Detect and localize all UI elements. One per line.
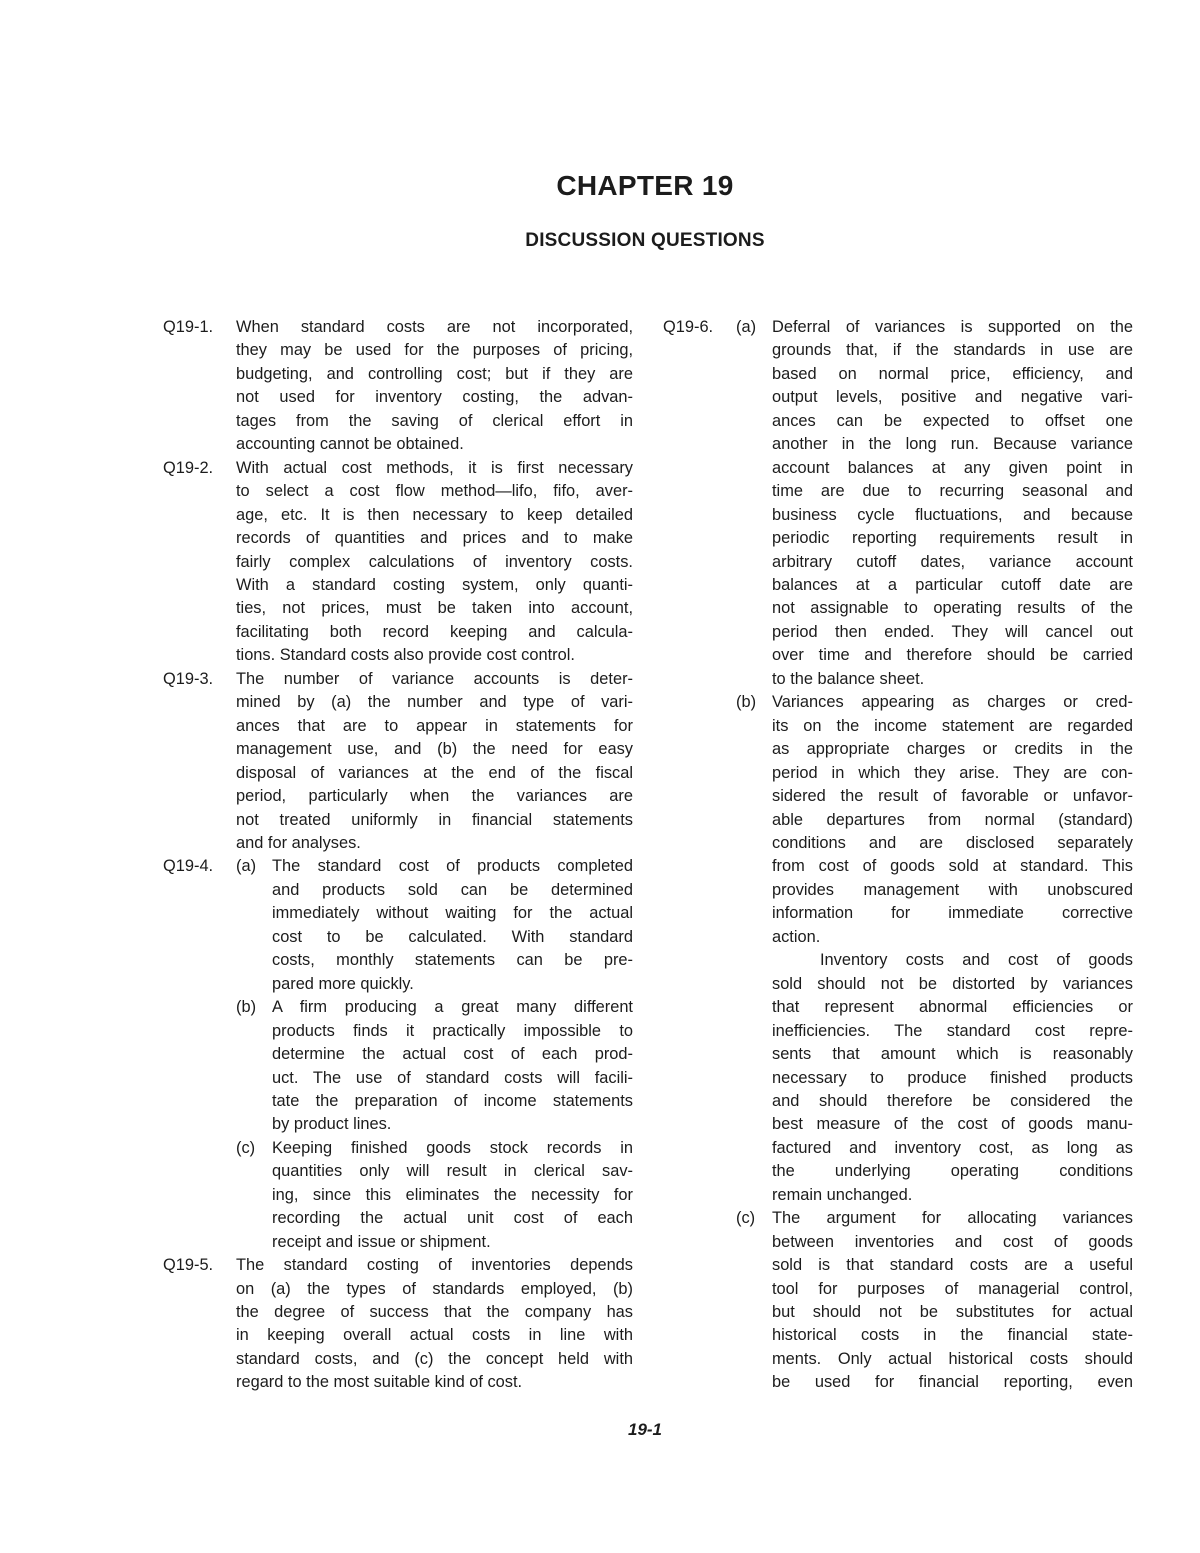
text-line: arbitrary cutoff dates, variance account: [772, 552, 1133, 571]
text-line: age, etc. It is then necessary to keep detailed: [236, 505, 633, 524]
text-line: tions. Standard costs also provide cost control.: [236, 646, 575, 665]
text-line: not assignable to operating results of the: [772, 599, 1133, 618]
text-line: grounds that, if the standards in use are: [772, 341, 1133, 360]
question-label: Q19-3.: [163, 669, 214, 688]
question-q19-3: [163, 668, 633, 856]
text-line: provides management with unobscured: [772, 880, 1133, 899]
subanswer-b: [236, 996, 633, 1137]
text-line: output levels, positive and negative vari-: [772, 388, 1133, 407]
text-line: With a standard costing system, only quanti-: [236, 575, 633, 594]
text-line: the degree of success that the company has: [236, 1303, 633, 1322]
text-line: information for immediate corrective: [772, 904, 1133, 923]
subanswer-label: (a): [736, 318, 757, 336]
text-line: not treated uniformly in financial statements: [236, 810, 633, 829]
text-line: fairly complex calculations of inventory costs.: [236, 552, 633, 571]
text-line: conditions and are disclosed separately: [772, 833, 1133, 852]
section-title: DISCUSSION QUESTIONS: [525, 230, 765, 251]
text-line: costs, monthly statements can be pre-: [272, 951, 633, 970]
question-label: Q19-5.: [163, 1256, 214, 1275]
question-label: Q19-2.: [163, 458, 214, 477]
question-q19-6: [663, 316, 1133, 1395]
subanswer-c: [736, 1207, 1133, 1395]
text-line: cost to be calculated. With standard: [272, 927, 633, 946]
left-column: [163, 316, 633, 1395]
text-line: A firm producing a great many different: [272, 998, 633, 1017]
text-line: not used for inventory costing, the advan-: [236, 388, 633, 407]
question-q19-4: [163, 855, 633, 1254]
text-line: to the balance sheet.: [772, 669, 925, 688]
text-line: The argument for allocating variances: [772, 1209, 1133, 1228]
text-line: sidered the result of favorable or unfavor-: [772, 787, 1133, 806]
text-line: in keeping overall actual costs in line with: [236, 1326, 633, 1345]
text-line: periodic reporting requirements result in: [772, 529, 1133, 548]
text-line: ing, since this eliminates the necessity for: [272, 1185, 633, 1204]
text-line: ances that are to appear in statements for: [236, 716, 633, 735]
text-line: on (a) the types of standards employed, (b): [236, 1279, 633, 1298]
subanswer-a: [236, 855, 633, 996]
text-line: mined by (a) the number and type of vari-: [236, 693, 633, 712]
subanswer-a: [736, 316, 1133, 691]
text-line: Keeping finished goods stock records in: [272, 1138, 633, 1157]
question-label: Q19-6.: [663, 318, 714, 336]
text-line: sents that amount which is reasonably: [772, 1045, 1133, 1064]
text-line: accounting cannot be obtained.: [236, 435, 464, 454]
text-line: The standard cost of products completed: [272, 857, 633, 876]
right-column: [663, 316, 1133, 1395]
text-line: ties, not prices, must be taken into account,: [236, 599, 633, 618]
text-line: quantities only will result in clerical sav-: [272, 1162, 633, 1181]
text-line: able departures from normal (standard): [772, 810, 1133, 829]
text-line: necessary to produce finished products: [772, 1068, 1133, 1087]
text-line: period, particularly when the variances are: [236, 787, 633, 806]
text-line: management use, and (b) the need for easy: [236, 740, 633, 759]
subanswer-label: (b): [736, 693, 757, 712]
page-number: 19-1: [627, 1420, 663, 1439]
subanswer-label: (b): [236, 998, 257, 1017]
text-line: balances at a particular cutoff date are: [772, 575, 1133, 594]
text-line: inefficiencies. The standard cost repre-: [772, 1021, 1133, 1040]
subanswer-b: [736, 691, 1133, 1207]
subanswer-c: [236, 1137, 633, 1254]
text-line: budgeting, and controlling cost; but if they are: [236, 364, 633, 383]
text-line: by product lines.: [272, 1115, 392, 1134]
text-line: best measure of the cost of goods manu-: [772, 1115, 1133, 1134]
text-line: records of quantities and prices and to make: [236, 529, 633, 548]
subanswer-label: (c): [236, 1138, 256, 1157]
text-line: and for analyses.: [236, 833, 361, 852]
text-line: based on normal price, efficiency, and: [772, 364, 1133, 383]
subanswer-b-paragraph-2: [772, 949, 1133, 1207]
question-q19-1: [163, 316, 633, 457]
text-line: receipt and issue or shipment.: [272, 1232, 491, 1251]
subanswer-label: (a): [236, 857, 257, 876]
text-line: Variances appearing as charges or cred-: [772, 693, 1133, 712]
text-line: another in the long run. Because variance: [772, 435, 1133, 454]
text-line: The standard costing of inventories depends: [236, 1256, 633, 1275]
question-label: Q19-1.: [163, 318, 214, 336]
text-line: remain unchanged.: [772, 1185, 913, 1204]
text-line: facilitating both record keeping and calcula-: [236, 622, 633, 641]
text-line: determine the actual cost of each prod-: [272, 1045, 633, 1064]
text-line: tate the preparation of income statements: [272, 1091, 633, 1110]
text-line: standard costs, and (c) the concept held with: [236, 1349, 633, 1368]
text-line: sold should not be distorted by variances: [772, 974, 1133, 993]
text-line: When standard costs are not incorporated,: [236, 318, 633, 336]
text-line: Deferral of variances is supported on the: [772, 318, 1133, 336]
text-line: and should therefore be considered the: [772, 1091, 1133, 1110]
question-label: Q19-4.: [163, 857, 214, 876]
text-line: historical costs in the financial state-: [772, 1326, 1133, 1345]
text-line: but should not be substitutes for actual: [772, 1303, 1133, 1322]
chapter-title: CHAPTER 19: [556, 170, 734, 201]
text-line: pared more quickly.: [272, 974, 414, 993]
text-line: as appropriate charges or credits in the: [772, 740, 1133, 759]
text-line: tool for purposes of managerial control,: [772, 1279, 1133, 1298]
text-line: time are due to recurring seasonal and: [772, 482, 1133, 501]
text-line: that represent abnormal efficiencies or: [772, 998, 1133, 1017]
text-line: factured and inventory cost, as long as: [772, 1138, 1133, 1157]
text-line: regard to the most suitable kind of cost.: [236, 1373, 523, 1392]
text-line: uct. The use of standard costs will facili-: [272, 1068, 633, 1087]
question-q19-5: [163, 1254, 633, 1395]
text-line: recording the actual unit cost of each: [272, 1209, 633, 1228]
text-line: products finds it practically impossible to: [272, 1021, 633, 1040]
text-line: Inventory costs and cost of goods: [820, 951, 1133, 970]
text-line: between inventories and cost of goods: [772, 1232, 1133, 1251]
text-line: sold is that standard costs are a useful: [772, 1256, 1133, 1275]
text-line: over time and therefore should be carried: [772, 646, 1133, 665]
text-line: With actual cost methods, it is first necessary: [236, 458, 633, 477]
text-line: its on the income statement are regarded: [772, 716, 1133, 735]
text-line: be used for financial reporting, even: [772, 1373, 1133, 1392]
text-line: to select a cost flow method—lifo, fifo, aver-: [236, 482, 633, 501]
question-q19-2: [163, 457, 633, 668]
text-line: period in which they arise. They are con-: [772, 763, 1133, 782]
text-line: tages from the saving of clerical effort in: [236, 411, 633, 430]
text-line: and products sold can be determined: [272, 880, 633, 899]
subanswer-label: (c): [736, 1209, 756, 1228]
text-line: account balances at any given point in: [772, 458, 1133, 477]
text-line: from cost of goods sold at standard. This: [772, 857, 1133, 876]
text-line: immediately without waiting for the actual: [272, 904, 633, 923]
text-line: action.: [772, 927, 821, 946]
text-line: business cycle fluctuations, and because: [772, 505, 1133, 524]
text-line: the underlying operating conditions: [772, 1162, 1133, 1181]
text-line: ances can be expected to offset one: [772, 411, 1133, 430]
text-line: ments. Only actual historical costs should: [772, 1349, 1133, 1368]
text-line: they may be used for the purposes of pricing,: [236, 341, 633, 360]
text-line: period then ended. They will cancel out: [772, 622, 1133, 641]
text-line: The number of variance accounts is deter-: [236, 669, 633, 688]
text-line: disposal of variances at the end of the fiscal: [236, 763, 633, 782]
